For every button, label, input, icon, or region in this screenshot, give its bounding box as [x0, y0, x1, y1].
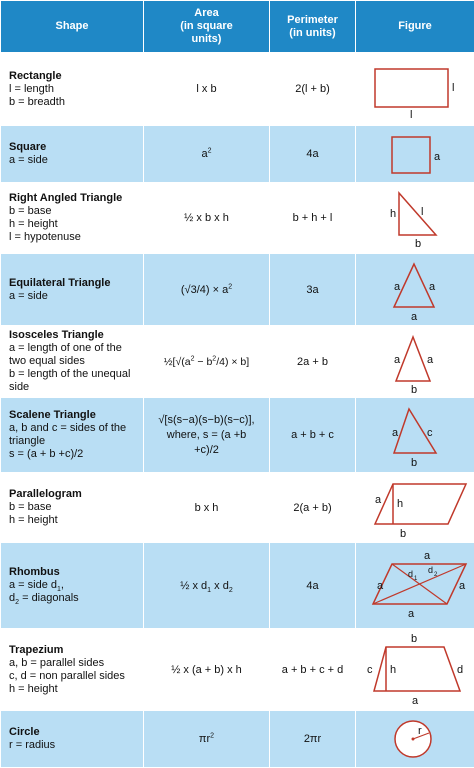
shape-desc: c, d = non parallel sides [9, 670, 143, 683]
row-rhombus [1, 543, 474, 629]
circle-figure [356, 712, 474, 766]
svg-text:c: c [427, 427, 433, 439]
perimeter-formula: 2(l + b) [270, 53, 356, 126]
shape-name: Square [9, 141, 143, 154]
svg-text:h: h [390, 208, 396, 220]
shape-desc: a, b and c = sides of the [9, 422, 143, 435]
header-area: Area (in square units) [144, 1, 270, 53]
svg-text:b: b [411, 384, 417, 395]
shape-desc: l = hypotenuse [9, 231, 143, 244]
row-rectangle [1, 53, 474, 126]
right-triangle-figure [356, 185, 474, 251]
shape-cell [1, 473, 144, 543]
row-parallelogram [1, 473, 474, 543]
square-figure [356, 129, 474, 179]
row-square [1, 126, 474, 183]
figure-cell [356, 53, 474, 126]
svg-text:b: b [411, 457, 417, 469]
perimeter-formula: 2a + b [270, 326, 356, 398]
svg-text:a: a [394, 354, 401, 366]
svg-text:d: d [428, 565, 433, 575]
figure-cell [356, 711, 474, 768]
rectangle-figure [356, 59, 474, 119]
perimeter-formula: 2(a + b) [270, 473, 356, 543]
svg-text:h: h [397, 498, 403, 510]
shape-desc: side [9, 381, 143, 394]
shape-desc: a = side [9, 154, 143, 167]
scalene-triangle-figure [356, 401, 474, 469]
header-perimeter: Perimeter (in units) [270, 1, 356, 53]
shape-name: Rectangle [9, 70, 143, 83]
shape-name: Rhombus [9, 566, 143, 579]
row-scalene-triangle [1, 398, 474, 473]
row-circle [1, 711, 474, 768]
shape-cell [1, 711, 144, 768]
shape-desc: b = length of the unequal [9, 368, 143, 381]
header-row [1, 1, 474, 53]
shape-name: Equilateral Triangle [9, 277, 143, 290]
shape-name: Isosceles Triangle [9, 329, 143, 342]
svg-text:a: a [377, 580, 384, 592]
isosceles-triangle-figure [356, 329, 474, 395]
svg-text:d: d [457, 664, 463, 676]
shape-desc: a = length of one of the [9, 342, 143, 355]
row-isosceles-triangle [1, 326, 474, 398]
svg-text:a: a [427, 354, 434, 366]
shape-desc: s = (a + b +c)/2 [9, 448, 143, 461]
perimeter-formula: 2πr [270, 711, 356, 768]
parallelogram-figure [356, 476, 474, 540]
shape-desc: l = length [9, 83, 143, 96]
figure-cell [356, 126, 474, 183]
perimeter-formula: 3a [270, 254, 356, 326]
shape-desc: two equal sides [9, 355, 143, 368]
equilateral-triangle-figure [356, 257, 474, 323]
svg-text:r: r [418, 725, 422, 737]
svg-text:b: b [400, 528, 406, 540]
svg-text:c: c [367, 664, 373, 676]
shape-name: Circle [9, 726, 143, 739]
shape-desc: triangle [9, 435, 143, 448]
shape-cell [1, 629, 144, 711]
shape-desc: b = base [9, 205, 143, 218]
svg-text:l: l [410, 109, 412, 119]
figure-cell [356, 254, 474, 326]
figure-cell [356, 183, 474, 254]
area-formula: $\frac{1}{2}[√(a^2 - b^2/4) \times b]$ [144, 326, 270, 398]
area-formula: $a^2$ [144, 126, 270, 183]
svg-text:l: l [452, 82, 454, 94]
perimeter-formula: b + h + l [270, 183, 356, 254]
area-formula: l x b [144, 53, 270, 126]
shape-desc: h = height [9, 683, 143, 696]
area-formula: ½ x b x h [144, 183, 270, 254]
area-formula: $\pi r^2$ [144, 711, 270, 768]
header-shape: Shape [1, 1, 144, 53]
svg-text:h: h [390, 664, 396, 676]
perimeter-formula: a + b + c + d [270, 629, 356, 711]
shape-desc: h = height [9, 514, 143, 527]
row-equilateral-triangle [1, 254, 474, 326]
svg-text:a: a [429, 281, 436, 293]
svg-text:a: a [375, 494, 382, 506]
figure-cell [356, 398, 474, 473]
figure-cell [356, 326, 474, 398]
shape-desc: a = side $d_1$, [9, 579, 143, 592]
shape-desc: r = radius [9, 739, 143, 752]
svg-text:b: b [415, 238, 421, 250]
svg-text:a: a [394, 281, 401, 293]
perimeter-formula: 4a [270, 126, 356, 183]
shape-name: Trapezium [9, 644, 143, 657]
svg-text:a: a [459, 580, 466, 592]
svg-text:a: a [412, 695, 419, 707]
shape-desc: b = base [9, 501, 143, 514]
shape-name: Right Angled Triangle [9, 192, 143, 205]
svg-text:a: a [411, 311, 418, 323]
header-figure: Figure [356, 1, 474, 53]
svg-text:1: 1 [414, 576, 418, 582]
perimeter-formula: a + b + c [270, 398, 356, 473]
shape-cell [1, 398, 144, 473]
row-trapezium [1, 629, 474, 711]
svg-text:a: a [392, 427, 399, 439]
svg-text:2: 2 [434, 572, 438, 578]
area-formula: ½ x (a + b) x h [144, 629, 270, 711]
shape-cell [1, 53, 144, 126]
shape-desc: a, b = parallel sides [9, 657, 143, 670]
row-right-triangle [1, 183, 474, 254]
shape-cell [1, 126, 144, 183]
shape-name: Parallelogram [9, 488, 143, 501]
shape-cell [1, 254, 144, 326]
area-formula: ½ x $d_1$ x $d_2$ [144, 543, 270, 629]
svg-text:a: a [424, 550, 431, 562]
svg-text:b: b [411, 633, 417, 645]
svg-text:a: a [408, 608, 415, 620]
shape-desc: h = height [9, 218, 143, 231]
figure-cell [356, 543, 474, 629]
perimeter-formula: 4a [270, 543, 356, 629]
shape-name: Scalene Triangle [9, 409, 143, 422]
trapezium-figure [356, 631, 474, 709]
area-formula: b x h [144, 473, 270, 543]
figure-cell [356, 473, 474, 543]
svg-text:a: a [434, 151, 441, 163]
figure-cell [356, 629, 474, 711]
shape-cell [1, 183, 144, 254]
area-formula: $(√3/4) \times a^2$ [144, 254, 270, 326]
rhombus-figure [356, 546, 474, 626]
shape-desc: $d_2$ = diagonals [9, 592, 143, 605]
shape-cell [1, 326, 144, 398]
shape-desc: b = breadth [9, 96, 143, 109]
area-formula: √[s(s−a)(s−b)(s−c)], where, s = (a +b +c)/2 [144, 398, 270, 473]
svg-text:d: d [408, 569, 413, 579]
shape-desc: a = side [9, 290, 143, 303]
shape-cell [1, 543, 144, 629]
svg-text:l: l [421, 206, 423, 218]
